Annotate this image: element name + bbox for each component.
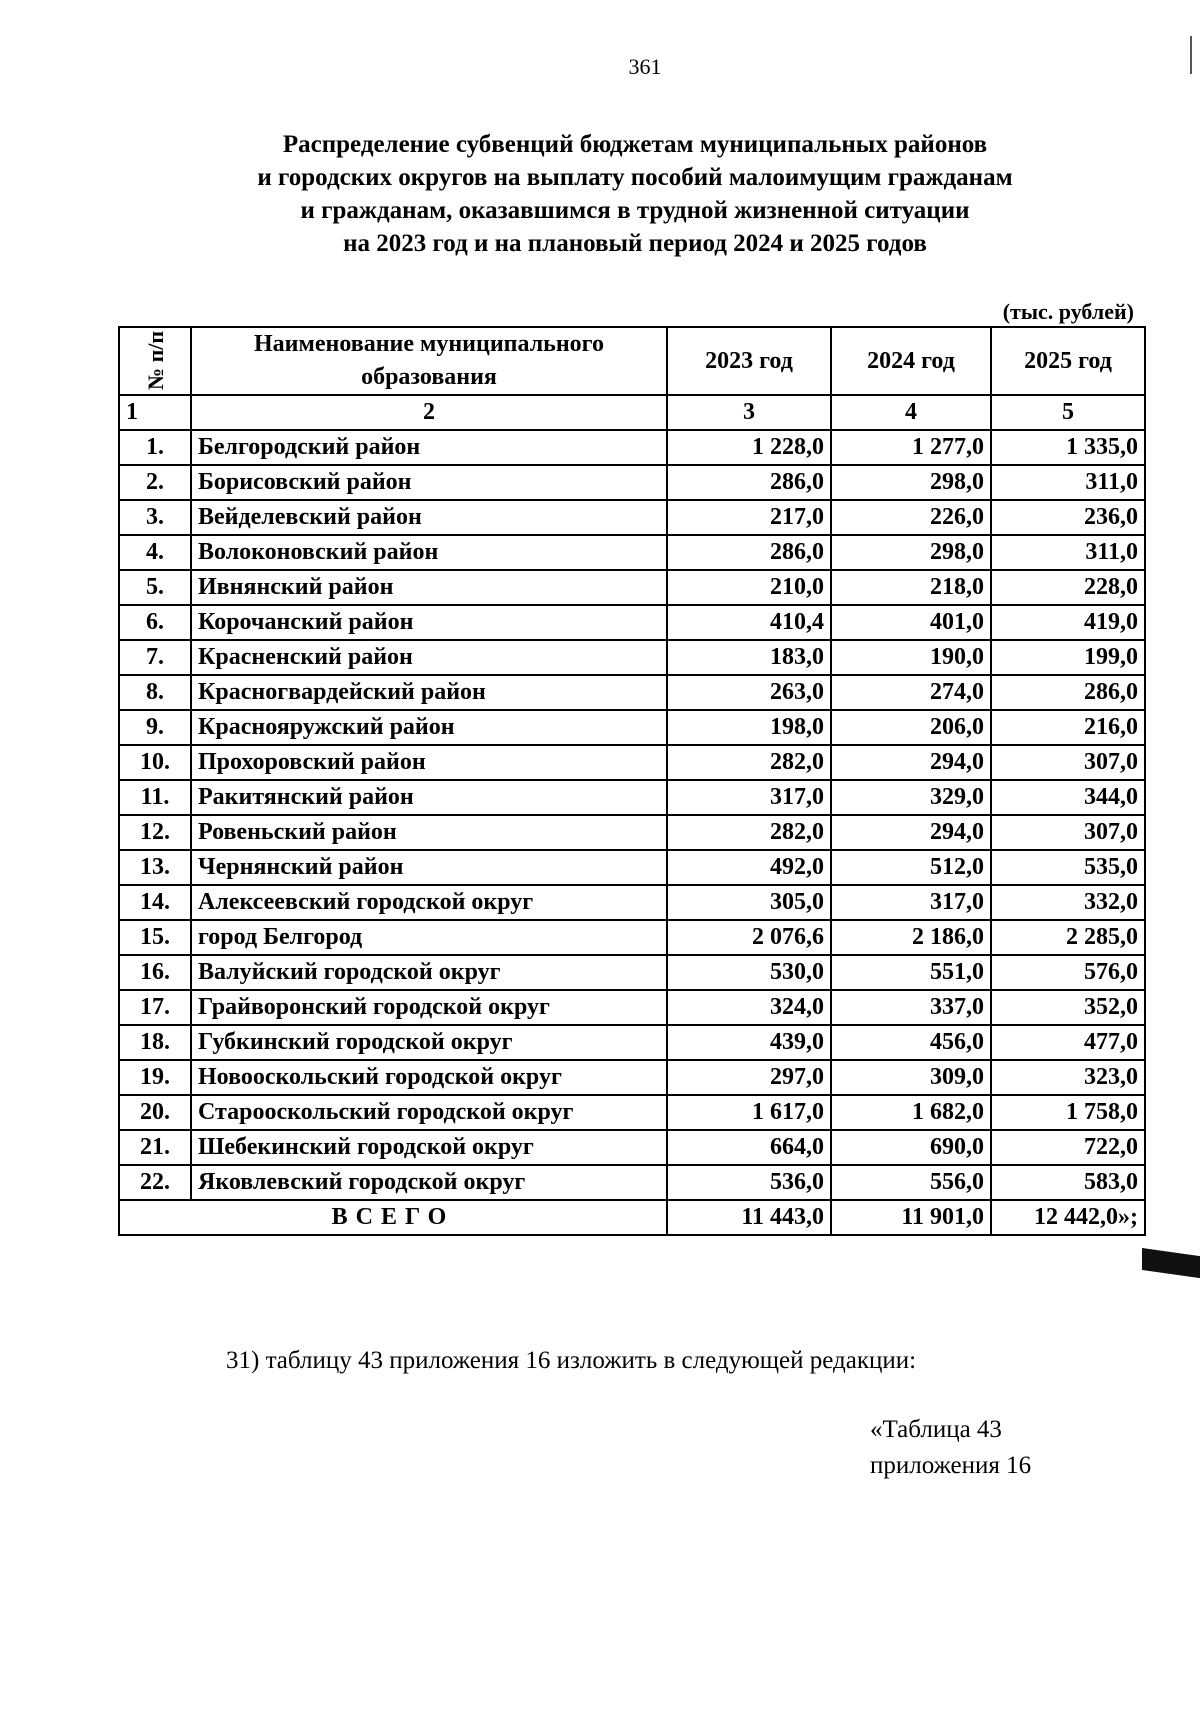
value-2023: 286,0 [667, 465, 831, 500]
row-number: 9. [119, 710, 191, 745]
value-2023: 664,0 [667, 1130, 831, 1165]
table-row [119, 920, 1145, 955]
row-number: 5. [119, 570, 191, 605]
value-2025: 477,0 [991, 1025, 1145, 1060]
row-number: 21. [119, 1130, 191, 1165]
table-row [119, 500, 1145, 535]
value-2023: 297,0 [667, 1060, 831, 1095]
municipality-name: Чернянский район [191, 850, 667, 885]
scan-artifact [1142, 1248, 1200, 1278]
scan-edge-mark [1190, 36, 1192, 74]
value-2025: 286,0 [991, 675, 1145, 710]
table-row [119, 885, 1145, 920]
value-2024: 1 682,0 [831, 1095, 991, 1130]
municipality-name: Красненский район [191, 640, 667, 675]
table-row [119, 850, 1145, 885]
municipality-name: Губкинский городской округ [191, 1025, 667, 1060]
value-2025: 236,0 [991, 500, 1145, 535]
value-2023: 282,0 [667, 745, 831, 780]
municipality-name: Корочанский район [191, 605, 667, 640]
municipality-name: Волоконовский район [191, 535, 667, 570]
amendment-instruction: 31) таблицу 43 приложения 16 изложить в следующей редакции: [226, 1347, 917, 1374]
municipality-name: Яковлевский городской округ [191, 1165, 667, 1200]
value-2025: 199,0 [991, 640, 1145, 675]
value-2025: 344,0 [991, 780, 1145, 815]
municipality-name: Ракитянский район [191, 780, 667, 815]
municipality-name: Старооскольский городской округ [191, 1095, 667, 1130]
value-2024: 456,0 [831, 1025, 991, 1060]
value-2023: 198,0 [667, 710, 831, 745]
value-2025: 1 758,0 [991, 1095, 1145, 1130]
municipality-name: Алексеевский городской округ [191, 885, 667, 920]
value-2025: 307,0 [991, 745, 1145, 780]
value-2024: 226,0 [831, 500, 991, 535]
row-number: 18. [119, 1025, 191, 1060]
value-2024: 1 277,0 [831, 430, 991, 465]
value-2023: 1 617,0 [667, 1095, 831, 1130]
table-row [119, 710, 1145, 745]
row-number: 8. [119, 675, 191, 710]
header-name: Наименование муниципального образования [191, 327, 667, 395]
table-row [119, 605, 1145, 640]
table-row [119, 675, 1145, 710]
value-2024: 690,0 [831, 1130, 991, 1165]
table-body [119, 430, 1145, 1200]
value-2023: 530,0 [667, 955, 831, 990]
column-number: 1 [119, 395, 191, 430]
value-2024: 190,0 [831, 640, 991, 675]
value-2023: 210,0 [667, 570, 831, 605]
value-2025: 535,0 [991, 850, 1145, 885]
row-number: 16. [119, 955, 191, 990]
row-number: 15. [119, 920, 191, 955]
header-num: № п/п [119, 327, 191, 395]
row-number: 20. [119, 1095, 191, 1130]
value-2025: 323,0 [991, 1060, 1145, 1095]
value-2023: 1 228,0 [667, 430, 831, 465]
value-2024: 556,0 [831, 1165, 991, 1200]
column-number-row [119, 395, 1145, 430]
municipality-name: Борисовский район [191, 465, 667, 500]
total-label: ВСЕГО [119, 1200, 667, 1235]
value-2024: 309,0 [831, 1060, 991, 1095]
row-number: 10. [119, 745, 191, 780]
value-2024: 294,0 [831, 815, 991, 850]
total-2023: 11 443,0 [667, 1200, 831, 1235]
value-2025: 311,0 [991, 535, 1145, 570]
title-line: и городских округов на выплату пособий малоимущим гражданам [257, 164, 1013, 191]
column-number: 2 [191, 395, 667, 430]
value-2024: 317,0 [831, 885, 991, 920]
subvention-table [118, 326, 1146, 1236]
row-number: 17. [119, 990, 191, 1025]
value-2023: 492,0 [667, 850, 831, 885]
municipality-name: Ровеньский район [191, 815, 667, 850]
table-row [119, 815, 1145, 850]
value-2025: 332,0 [991, 885, 1145, 920]
value-2023: 317,0 [667, 780, 831, 815]
value-2023: 305,0 [667, 885, 831, 920]
total-2024: 11 901,0 [831, 1200, 991, 1235]
total-2025: 12 442,0»; [991, 1200, 1145, 1235]
value-2024: 298,0 [831, 465, 991, 500]
municipality-name: Новооскольский городской округ [191, 1060, 667, 1095]
value-2023: 286,0 [667, 535, 831, 570]
row-number: 11. [119, 780, 191, 815]
row-number: 13. [119, 850, 191, 885]
value-2023: 2 076,6 [667, 920, 831, 955]
header-2024: 2024 год [831, 327, 991, 395]
row-number: 3. [119, 500, 191, 535]
row-number: 12. [119, 815, 191, 850]
row-number: 4. [119, 535, 191, 570]
municipality-name: Прохоровский район [191, 745, 667, 780]
value-2024: 206,0 [831, 710, 991, 745]
table-row [119, 570, 1145, 605]
table-row [119, 640, 1145, 675]
header-2025: 2025 год [991, 327, 1145, 395]
document-title [120, 128, 1150, 260]
value-2025: 722,0 [991, 1130, 1145, 1165]
caption-line: «Таблица 43 [870, 1416, 1002, 1443]
column-number: 4 [831, 395, 991, 430]
title-line: и гражданам, оказавшимся в трудной жизненной ситуации [300, 197, 970, 224]
units-label: (тыс. рублей) [1002, 299, 1134, 324]
header-2023: 2023 год [667, 327, 831, 395]
table-row [119, 1095, 1145, 1130]
value-2025: 583,0 [991, 1165, 1145, 1200]
value-2024: 329,0 [831, 780, 991, 815]
value-2024: 337,0 [831, 990, 991, 1025]
table-row [119, 1165, 1145, 1200]
value-2023: 217,0 [667, 500, 831, 535]
value-2024: 218,0 [831, 570, 991, 605]
row-number: 7. [119, 640, 191, 675]
table-row [119, 535, 1145, 570]
title-line: на 2023 год и на плановый период 2024 и 2025 годов [343, 230, 927, 257]
municipality-name: Ивнянский район [191, 570, 667, 605]
value-2023: 410,4 [667, 605, 831, 640]
total-row [119, 1200, 1145, 1235]
table-row [119, 745, 1145, 780]
value-2024: 274,0 [831, 675, 991, 710]
value-2025: 2 285,0 [991, 920, 1145, 955]
municipality-name: Шебекинский городской округ [191, 1130, 667, 1165]
value-2025: 311,0 [991, 465, 1145, 500]
title-line: Распределение субвенций бюджетам муниципальных районов [282, 131, 988, 158]
table-row [119, 465, 1145, 500]
column-number: 3 [667, 395, 831, 430]
row-number: 14. [119, 885, 191, 920]
value-2025: 576,0 [991, 955, 1145, 990]
value-2024: 401,0 [831, 605, 991, 640]
row-number: 6. [119, 605, 191, 640]
municipality-name: город Белгород [191, 920, 667, 955]
value-2025: 216,0 [991, 710, 1145, 745]
municipality-name: Красногвардейский район [191, 675, 667, 710]
table-row [119, 780, 1145, 815]
row-number: 2. [119, 465, 191, 500]
value-2023: 439,0 [667, 1025, 831, 1060]
table-row [119, 1025, 1145, 1060]
value-2024: 298,0 [831, 535, 991, 570]
value-2025: 1 335,0 [991, 430, 1145, 465]
value-2024: 294,0 [831, 745, 991, 780]
page-number: 361 [628, 54, 662, 79]
value-2023: 324,0 [667, 990, 831, 1025]
municipality-name: Краснояружский район [191, 710, 667, 745]
value-2023: 282,0 [667, 815, 831, 850]
caption-line: приложения 16 [870, 1452, 1032, 1479]
row-number: 1. [119, 430, 191, 465]
table-row [119, 1130, 1145, 1165]
value-2024: 512,0 [831, 850, 991, 885]
value-2024: 2 186,0 [831, 920, 991, 955]
value-2023: 263,0 [667, 675, 831, 710]
value-2023: 183,0 [667, 640, 831, 675]
table-row [119, 990, 1145, 1025]
table-row [119, 1060, 1145, 1095]
table-row [119, 430, 1145, 465]
row-number: 22. [119, 1165, 191, 1200]
municipality-name: Вейделевский район [191, 500, 667, 535]
municipality-name: Грайворонский городской округ [191, 990, 667, 1025]
table-header-row [119, 327, 1145, 395]
column-number: 5 [991, 395, 1145, 430]
value-2023: 536,0 [667, 1165, 831, 1200]
value-2025: 419,0 [991, 605, 1145, 640]
value-2024: 551,0 [831, 955, 991, 990]
municipality-name: Валуйский городской округ [191, 955, 667, 990]
value-2025: 352,0 [991, 990, 1145, 1025]
value-2025: 307,0 [991, 815, 1145, 850]
table-caption [870, 1412, 1031, 1484]
table-row [119, 955, 1145, 990]
municipality-name: Белгородский район [191, 430, 667, 465]
row-number: 19. [119, 1060, 191, 1095]
value-2025: 228,0 [991, 570, 1145, 605]
